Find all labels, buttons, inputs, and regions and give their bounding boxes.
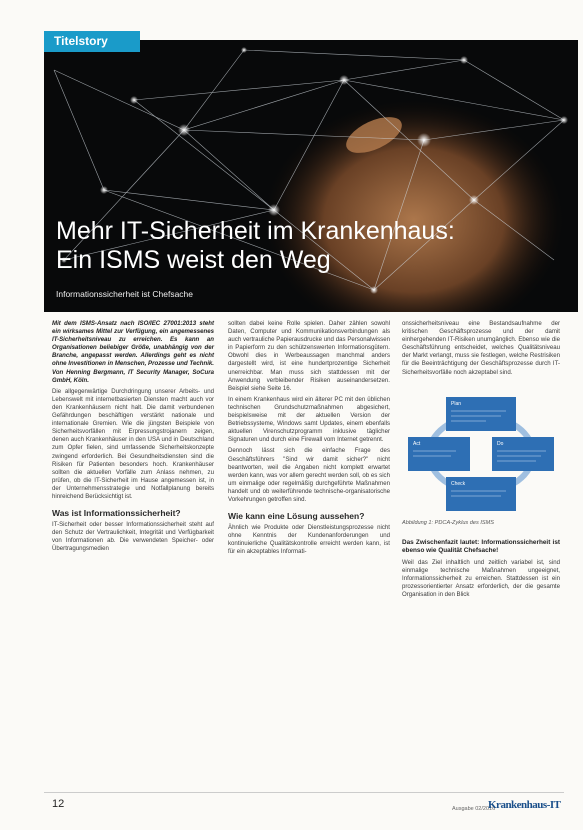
body-paragraph: Ähnlich wie Produkte oder Dienstleistungsprozesse nicht ohne Kenntnis der Kundenanforderungen und kontinuierliche Qualitätskontrolle erreicht werden kann, ist für ein akzeptables Informati- [228, 524, 390, 556]
figure-caption: Abbildung 1: PDCA-Zyklus des ISMS [402, 519, 495, 526]
magazine-logo: Krankenhaus-IT [488, 799, 561, 811]
page-number: 12 [52, 798, 65, 810]
article-title [56, 217, 566, 275]
pdca-label-left: Act [413, 440, 421, 447]
pdca-label-bottom: Check [451, 480, 466, 487]
body-paragraph: Die allgegenwärtige Durchdringung unserer Arbeits- und Lebenswelt mit internetbasierten Diensten macht auch vor den Krankenhäusern nicht halt. Die damit verbundenen Gefährdungen beschäftigen verstärkt nationale und internationale Gremien. Wie die jüngsten Beispiele von Sicherheitsvorfällen mit Erpressungstrojanern zeigen, denen auch Krankenhäuser in den USA und in Deutschland zum Opfer fielen, sind umfassende Sicherheitskonzepte zwingend erforderlich. Bei Gesundheitsdiensten sind die Risiken für Patienten besonders hoch. Krankenhäuser sollten die aktuellen Vorfälle zum Anlass nehmen, zu prüfen, ob die IT-Sicherheit im Hause angemessen ist, in der Unternehmensstrategie und Notfallplanung bereits hinreichend Berücksichtigt ist. [52, 387, 214, 500]
text-column-1 [52, 320, 214, 557]
body-paragraph: Weil das Ziel inhaltlich und zeitlich variabel ist, sind einmalige technische Maßnahmen ungeeignet, Informationssicherheit zu erreichen. Stattdessen ist ein prozessorientierter Ansatz erforderlich, der die gesamte Organisation in den Blick [402, 558, 560, 598]
article-title-line-2: Ein ISMS weist den Weg [56, 246, 331, 274]
issue-label: Ausgabe 02/2016 [452, 806, 496, 812]
pdca-diagram [406, 395, 556, 513]
pdca-diagram-graphic [406, 395, 556, 513]
pdca-label-right: Do [497, 440, 504, 447]
body-paragraph: sollten dabei keine Rolle spielen. Daher zählen sowohl Daten, Computer und Kommunikationsverbindungen als auch vertrauliche Papierausdrucke und das Personalwissen in Papierform zu den schützenswerten Informationsgütern. Obwohl dies in Werbeaussagen manchmal anders dargestellt wird, ist eine hundertprozentige Sicherheit unerreichbar. Man muss sich stattdessen mit der Anwendung verbleibender Risiken auseinandersetzen. Beispiel siehe Seite 16. [228, 320, 390, 392]
article-subtitle: Informationssicherheit ist Chefsache [56, 289, 194, 299]
section-tab: Titelstory [44, 31, 140, 52]
pdca-label-top: Plan [451, 400, 462, 407]
article-title-line-1: Mehr IT-Sicherheit im Krankenhaus: [56, 217, 455, 245]
text-column-2 [228, 320, 390, 560]
section-heading: Wie kann eine Lösung aussehen? [228, 511, 365, 522]
body-paragraph: IT-Sicherheit oder besser Informationssicherheit steht auf den Schutz der Vertraulichkeit, Integrität und Verfügbarkeit von Informationen ab. Die verwendeten Speicher- oder Übertragungsmedien [52, 521, 214, 553]
lead-paragraph: Mit dem ISMS-Ansatz nach ISO/IEC 27001:2013 steht ein wirksames Mittel zur Verfügung, ein angemessenes IT-Sicherheitsniveau zu erreichen. Es kann an Organisationen beliebiger Größe, unabhängig von der Branche, angepasst werden. Allerdings geht es nicht ohne Investitionen in Menschen, Prozesse und Technik. Von Henning Bergmann, IT Security Manager, SoCura GmbH, Köln. [52, 320, 214, 384]
pull-quote: Das Zwischenfazit lautet: Informationssicherheit ist ebenso wie Qualität Chefsache! [402, 538, 560, 555]
body-paragraph: onssicherheitsniveau eine Bestandsaufnahme der kritischen Geschäftsprozesse und der damit einhergehenden IT-Risiken unumgänglich. Ebenso wie die Geschäftsführung entscheidet, welches Qualitätsniveau der Markt verlangt, muss sie festlegen, welche Restrisiken für die Beeinträchtigung der Geschäftsprozesse durch IT-Sicherheitsvorfälle noch akzeptabel sind. [402, 320, 560, 376]
body-paragraph: In einem Krankenhaus wird ein älterer PC mit den üblichen technischen Grundschutzmaßnahmen abgesichert, beispielsweise mit der aktuellen Version der Betriebssysteme, Windows samt Updates, einem ebenfalls aktuellen Virenschutzprogramm inklusive täglicher Signaturen und durch eine Firewall vom Internet getrennt. [228, 395, 390, 444]
footer-rule [44, 792, 564, 793]
section-heading: Was ist Informationssicherheit? [52, 508, 181, 519]
body-paragraph: Dennoch lässt sich die einfache Frage des Geschäftsführers "Sind wir damit sicher?" nicht beantworten, weil die Angaben nicht komplett erwartet werden kann, was vor allem gerecht werden soll, ob es sich um einmalige oder regelmäßig durchgeführte Maßnahmen handelt und ob weiterführende technische-organisatorische Vorkehrungen getroffen sind. [228, 447, 390, 503]
text-column-3 [402, 320, 560, 602]
